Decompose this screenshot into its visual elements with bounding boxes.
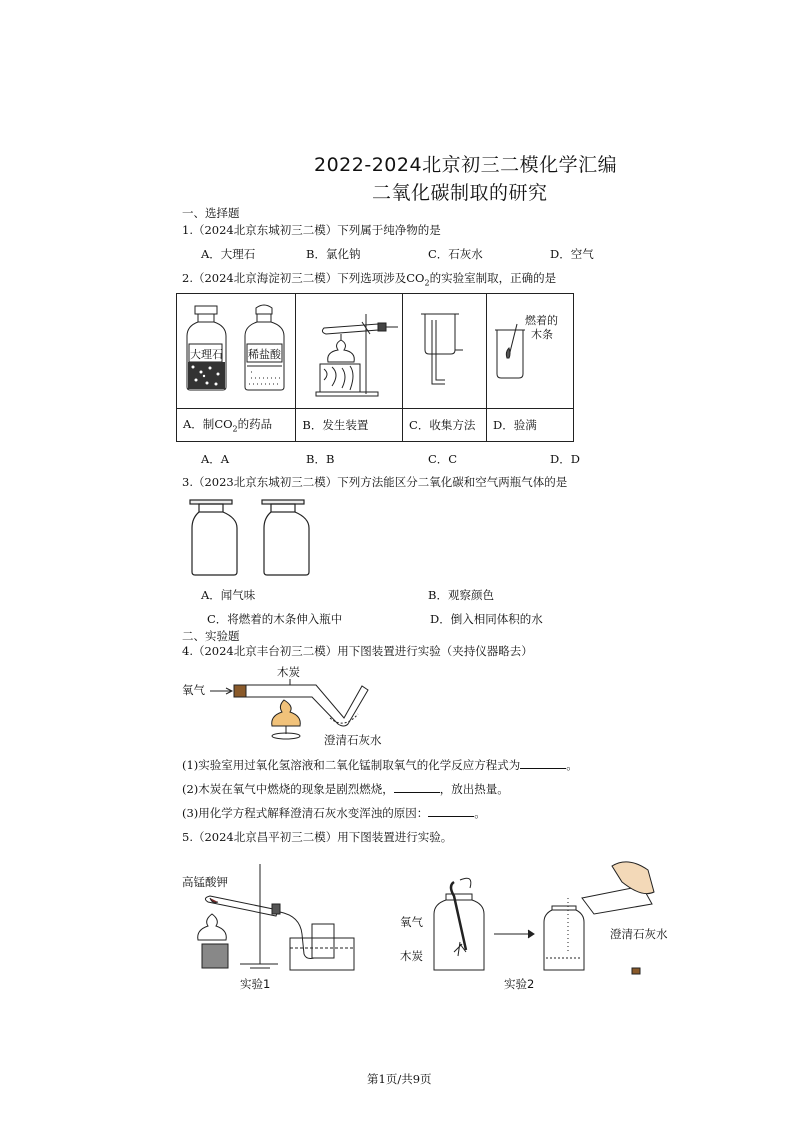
q4-apparatus-figure (182, 662, 392, 752)
q2-stem (182, 270, 556, 287)
q3-option-a: A．闻气味 (201, 588, 256, 602)
q4-sub1-answer-blank[interactable] (520, 758, 566, 769)
q4-sub2: (2)木炭在氧气中燃烧的现象是剧烈燃烧， ，放出热量。 (182, 782, 509, 796)
section-experiment-heading: 二、实验题 (182, 629, 240, 643)
hcl-label: 稀盐酸 (248, 348, 281, 361)
q2-table (176, 293, 574, 442)
q3-option-c: C．将燃着的木条伸入瓶中 (207, 612, 343, 626)
q2-cell-b-image (296, 294, 403, 409)
q4-stem: 4.（2024北京丰台初三二模）用下图装置进行实验（夹持仪器略去） (182, 644, 533, 658)
q3-option-b: B．观察颜色 (428, 588, 494, 602)
q2-cell-a-label: A．制$CO_2$的药品 (177, 409, 296, 442)
collection-method-figure (403, 294, 487, 408)
full-test-figure (487, 294, 574, 408)
q5-exp2-label: 实验2 (504, 977, 535, 991)
burning-splint-label-2: 木条 (531, 328, 554, 341)
q5-exp1-label: 实验1 (240, 977, 271, 991)
q2-option-b: B．B (306, 452, 335, 466)
q2-cell-c-image (403, 294, 487, 409)
q4-sub2-answer-blank[interactable] (394, 782, 440, 793)
reagent-bottles-figure (177, 294, 297, 408)
q2-cell-a-image (177, 294, 296, 409)
q4-limewater-label: 澄清石灰水 (324, 733, 382, 747)
q2-cell-c-label: C．收集方法 (403, 409, 487, 442)
q4-sub3-answer-blank[interactable] (428, 806, 474, 817)
page-footer: 第1页/共9页 (367, 1072, 432, 1086)
q2-cell-d-image (487, 294, 574, 409)
q2-option-c: C．C (428, 452, 458, 466)
q4-sub1: (1)实验室用过氧化氢溶液和二氧化锰制取氧气的化学反应方程式为 。 (182, 758, 578, 772)
q5-stem: 5.（2024北京昌平初三二模）用下图装置进行实验。 (182, 830, 453, 844)
q2-stem-pre: 2.（2024北京海淀初三二模）下列选项涉及 (182, 271, 407, 285)
q4-charcoal-label: 木炭 (277, 665, 300, 679)
q5-oxygen-label: 氧气 (400, 915, 423, 929)
q2-cell-b-label: B．发生装置 (296, 409, 403, 442)
generation-apparatus-figure (296, 294, 403, 408)
q3-option-d: D．倒入相同体积的水 (430, 612, 543, 626)
q1-option-d: D．空气 (550, 247, 594, 261)
doc-title-line2: 二氧化碳制取的研究 (372, 182, 548, 204)
q1-stem: 1.（2024北京东城初三二模）下列属于纯净物的是 (182, 223, 441, 237)
q1-option-b: B．氯化钠 (306, 247, 361, 261)
q2-stem-formula: $CO_2$ (406, 271, 430, 288)
q2-option-d: D．D (550, 452, 580, 466)
burning-splint-label-1: 燃着的 (525, 314, 559, 327)
q3-gas-bottles-figure (188, 496, 318, 578)
q3-stem: 3.（2023北京东城初三二模）下列方法能区分二氧化碳和空气两瓶气体的是 (182, 475, 568, 489)
q2-stem-post: 的实验室制取，正确的是 (429, 271, 557, 285)
q4-oxygen-label: 氧气 (182, 683, 205, 697)
q5-apparatus-figure (182, 852, 682, 992)
q1-option-a: A．大理石 (201, 247, 256, 261)
doc-title-line1: 2022-2024北京初三二模化学汇编 (314, 154, 618, 176)
q2-cell-d-label: D．验满 (487, 409, 574, 442)
q5-limewater-label: 澄清石灰水 (610, 927, 668, 941)
exp2-apparatus (434, 862, 654, 974)
q5-kmno4-label: 高锰酸钾 (182, 875, 228, 889)
q2-cell-a-formula: $CO_2$ (214, 417, 238, 434)
marble-label: 大理石 (190, 348, 223, 361)
q4-sub3: (3)用化学方程式解释澄清石灰水变浑浊的原因： 。 (182, 806, 486, 820)
q2-option-a: A．A (201, 452, 230, 466)
q5-charcoal-label: 木炭 (400, 949, 423, 963)
section-choice-heading: 一、选择题 (182, 206, 240, 220)
q1-option-c: C．石灰水 (428, 247, 483, 261)
